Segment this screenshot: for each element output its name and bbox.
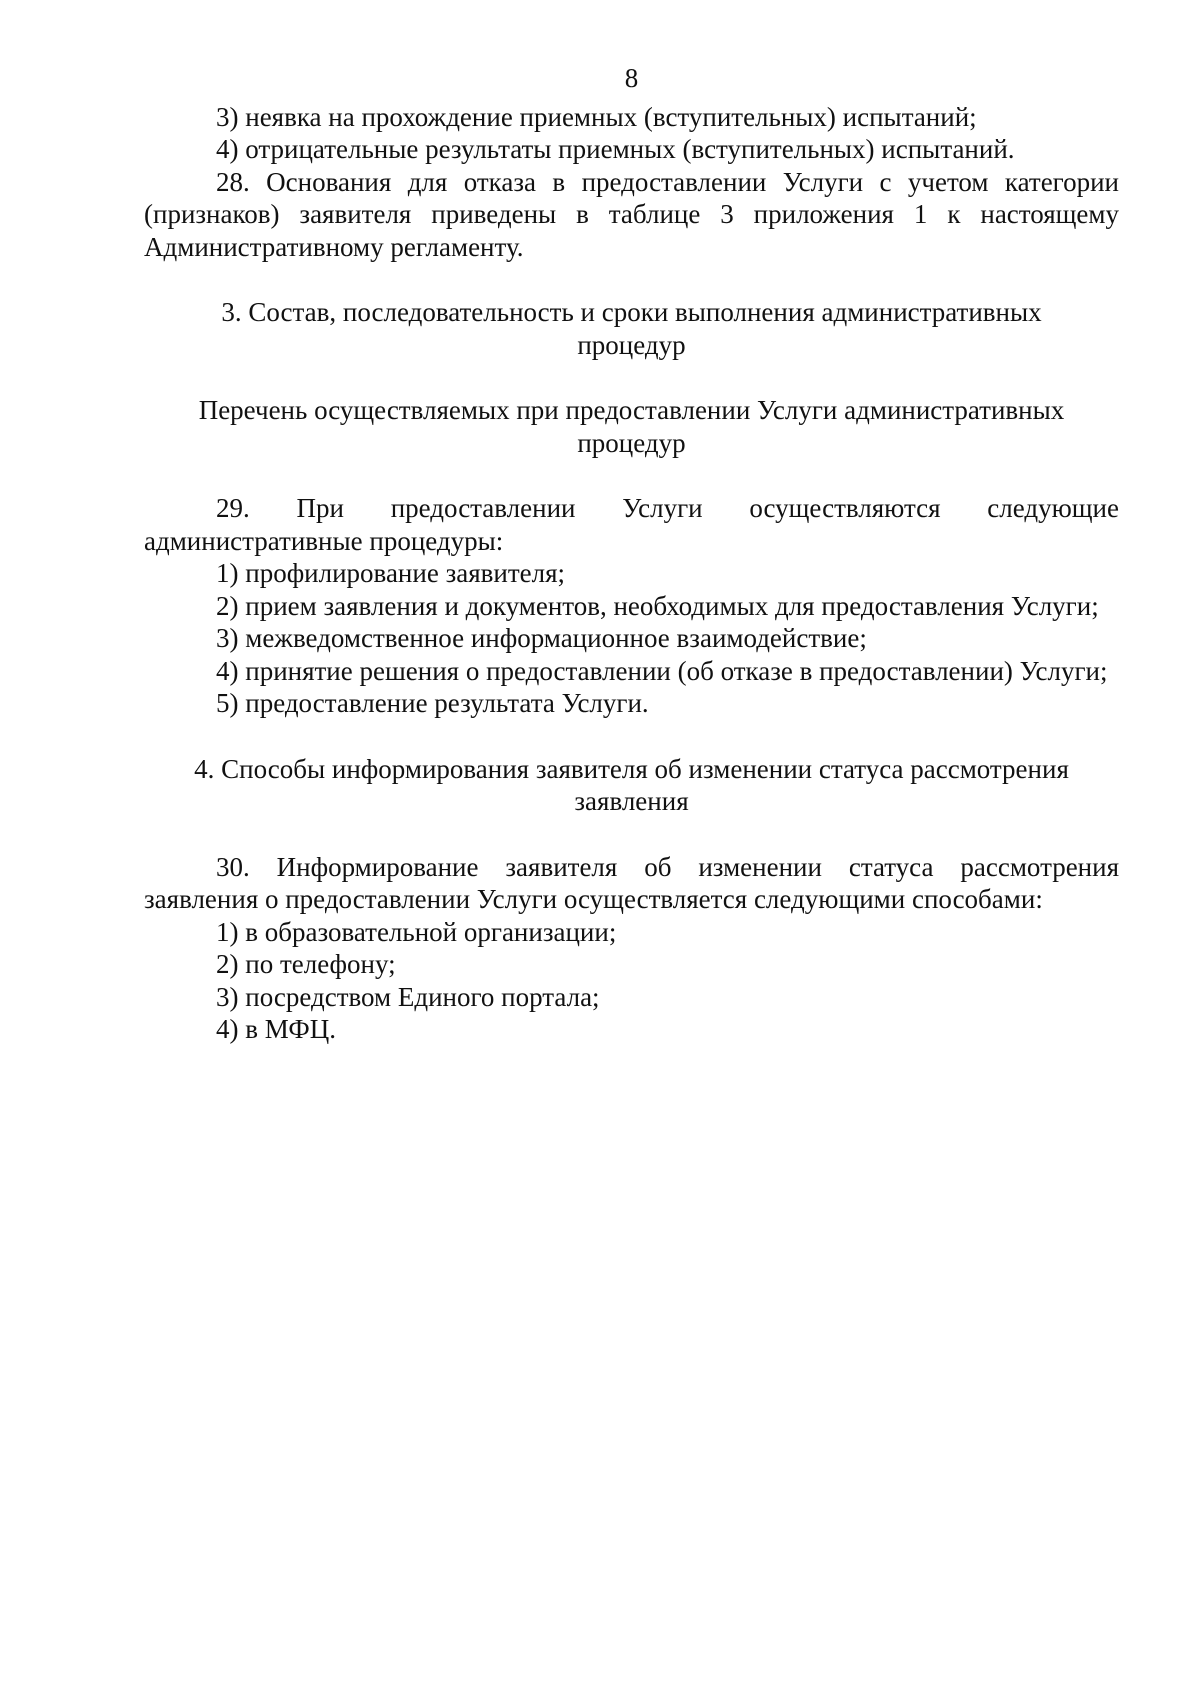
document-page (144, 62, 1119, 1046)
heading-line: 3. Состав, последовательность и сроки выполнения административных (221, 297, 1042, 327)
list-item: 5) предоставление результата Услуги. (216, 688, 649, 718)
list-item: 3) неявка на прохождение приемных (вступительных) испытаний; (216, 101, 977, 132)
subsection-heading (164, 394, 1099, 459)
word: Услуги (622, 493, 703, 523)
section-heading-3 (164, 296, 1099, 361)
paragraph-30: 30. Информирование заявителя об изменении статуса рассмотрения заявления о предоставлении Услуги осуществляется следующими способами: (144, 851, 1119, 914)
word: 29. (216, 493, 250, 523)
list-item: 4) в МФЦ. (216, 1014, 336, 1044)
paragraph-28: 28. Основания для отказа в предоставлении Услуги с учетом категории (признаков) заявителя приведены в таблице 3 приложения 1 к настоящему Административному регламенту. (144, 166, 1119, 262)
list-item: 4) принятие решения о предоставлении (об отказе в предоставлении) Услуги; (216, 655, 1108, 686)
list-item: 2) по телефону; (216, 949, 396, 979)
paragraph-29-rest: административные процедуры: (144, 525, 504, 556)
heading-line: заявления (574, 786, 689, 816)
word: осуществляются (749, 493, 941, 523)
page-number: 8 (624, 63, 639, 93)
list-item: 3) межведомственное информационное взаимодействие; (216, 623, 867, 653)
paragraph-29-first-line (144, 492, 1119, 525)
heading-line: Перечень осуществляемых при предоставлении Услуги административных (198, 395, 1065, 425)
heading-line: 4. Способы информирования заявителя об изменении статуса рассмотрения (194, 753, 1069, 784)
heading-line: процедур (577, 427, 686, 458)
block-grounds-list (144, 101, 1119, 264)
block-informing-methods (144, 851, 1119, 1046)
section-heading-4 (164, 753, 1099, 818)
list-item: 2) прием заявления и документов, необходимых для предоставления Услуги; (216, 590, 1099, 621)
list-item: 3) посредством Единого портала; (216, 981, 600, 1012)
word: следующие (987, 493, 1119, 523)
heading-line: процедур (577, 329, 686, 360)
paragraph-29 (144, 492, 1119, 557)
word: При (296, 493, 344, 523)
list-item: 1) в образовательной организации; (216, 916, 617, 947)
block-procedures-list (144, 557, 1119, 720)
list-item: 4) отрицательные результаты приемных (вступительных) испытаний. (216, 134, 1015, 164)
list-item: 1) профилирование заявителя; (216, 558, 566, 588)
word: предоставлении (390, 493, 576, 523)
